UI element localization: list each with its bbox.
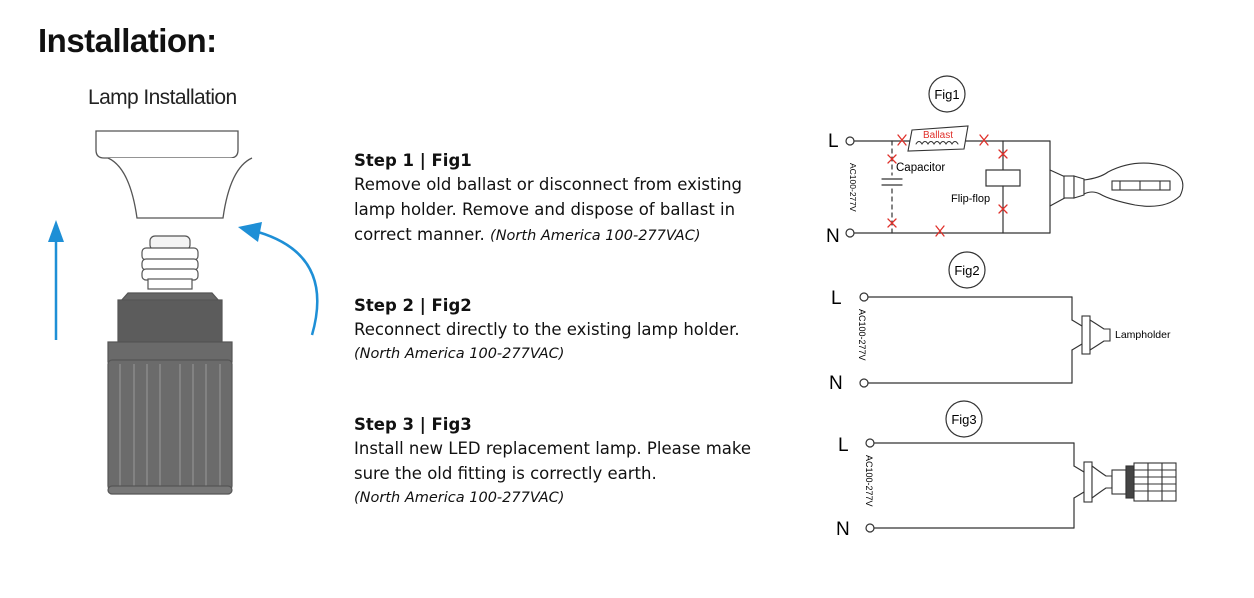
page-title: Installation: (38, 22, 217, 59)
step-1-line-2: lamp holder. Remove and dispose of ballast in (354, 200, 736, 219)
step-3-line-1: Install new LED replacement lamp. Please make (354, 439, 752, 458)
step-3-line-2: sure the old fitting is correctly earth. (354, 464, 657, 483)
lampholder-label: Lampholder (1115, 329, 1171, 341)
fig3-line-terminal: L (838, 435, 849, 456)
ballast-label: Ballast (922, 130, 954, 141)
fig2-line-terminal: L (831, 288, 842, 309)
step-2-line-1: Reconnect directly to the existing lamp holder. (354, 320, 740, 339)
fig2-label: Fig2 (954, 263, 980, 278)
fig2-voltage-label: AC100-277V (857, 309, 867, 361)
ballast-icon (908, 126, 968, 151)
fig1-neutral-terminal: N (826, 226, 840, 247)
fig1-diagram (826, 76, 1183, 247)
fig1-voltage-label: AC100-277V (848, 163, 858, 212)
step-1-title: Step 1 | Fig1 (354, 151, 472, 170)
fig3-neutral-terminal: N (836, 519, 850, 540)
fig1-line-terminal: L (828, 131, 839, 152)
fig3-voltage-label: AC100-277V (864, 455, 874, 507)
fig2-neutral-terminal: N (829, 373, 843, 394)
lampholder-icon (1082, 316, 1110, 354)
flipflop-label: Flip-flop (951, 193, 991, 205)
step-2-title: Step 2 | Fig2 (354, 296, 472, 315)
step-1-line-3: correct manner. (354, 225, 485, 244)
fig3-diagram (836, 401, 1176, 540)
fig2-diagram (829, 252, 1171, 394)
step-1-note: (North America 100-277VAC) (490, 228, 701, 244)
step-2-note: (North America 100-277VAC) (354, 346, 565, 362)
capacitor-label: Capacitor (896, 162, 946, 174)
fig3-label: Fig3 (951, 412, 977, 427)
section-subtitle: Lamp Installation (88, 86, 237, 109)
step-1-line-1: Remove old ballast or disconnect from existing (354, 175, 743, 194)
step-3-title: Step 3 | Fig3 (354, 415, 472, 434)
step-3-note: (North America 100-277VAC) (354, 490, 565, 506)
fig1-label: Fig1 (934, 87, 960, 102)
hid-lamp-icon (1064, 163, 1183, 206)
led-lamp-fig3-icon (1084, 462, 1176, 502)
